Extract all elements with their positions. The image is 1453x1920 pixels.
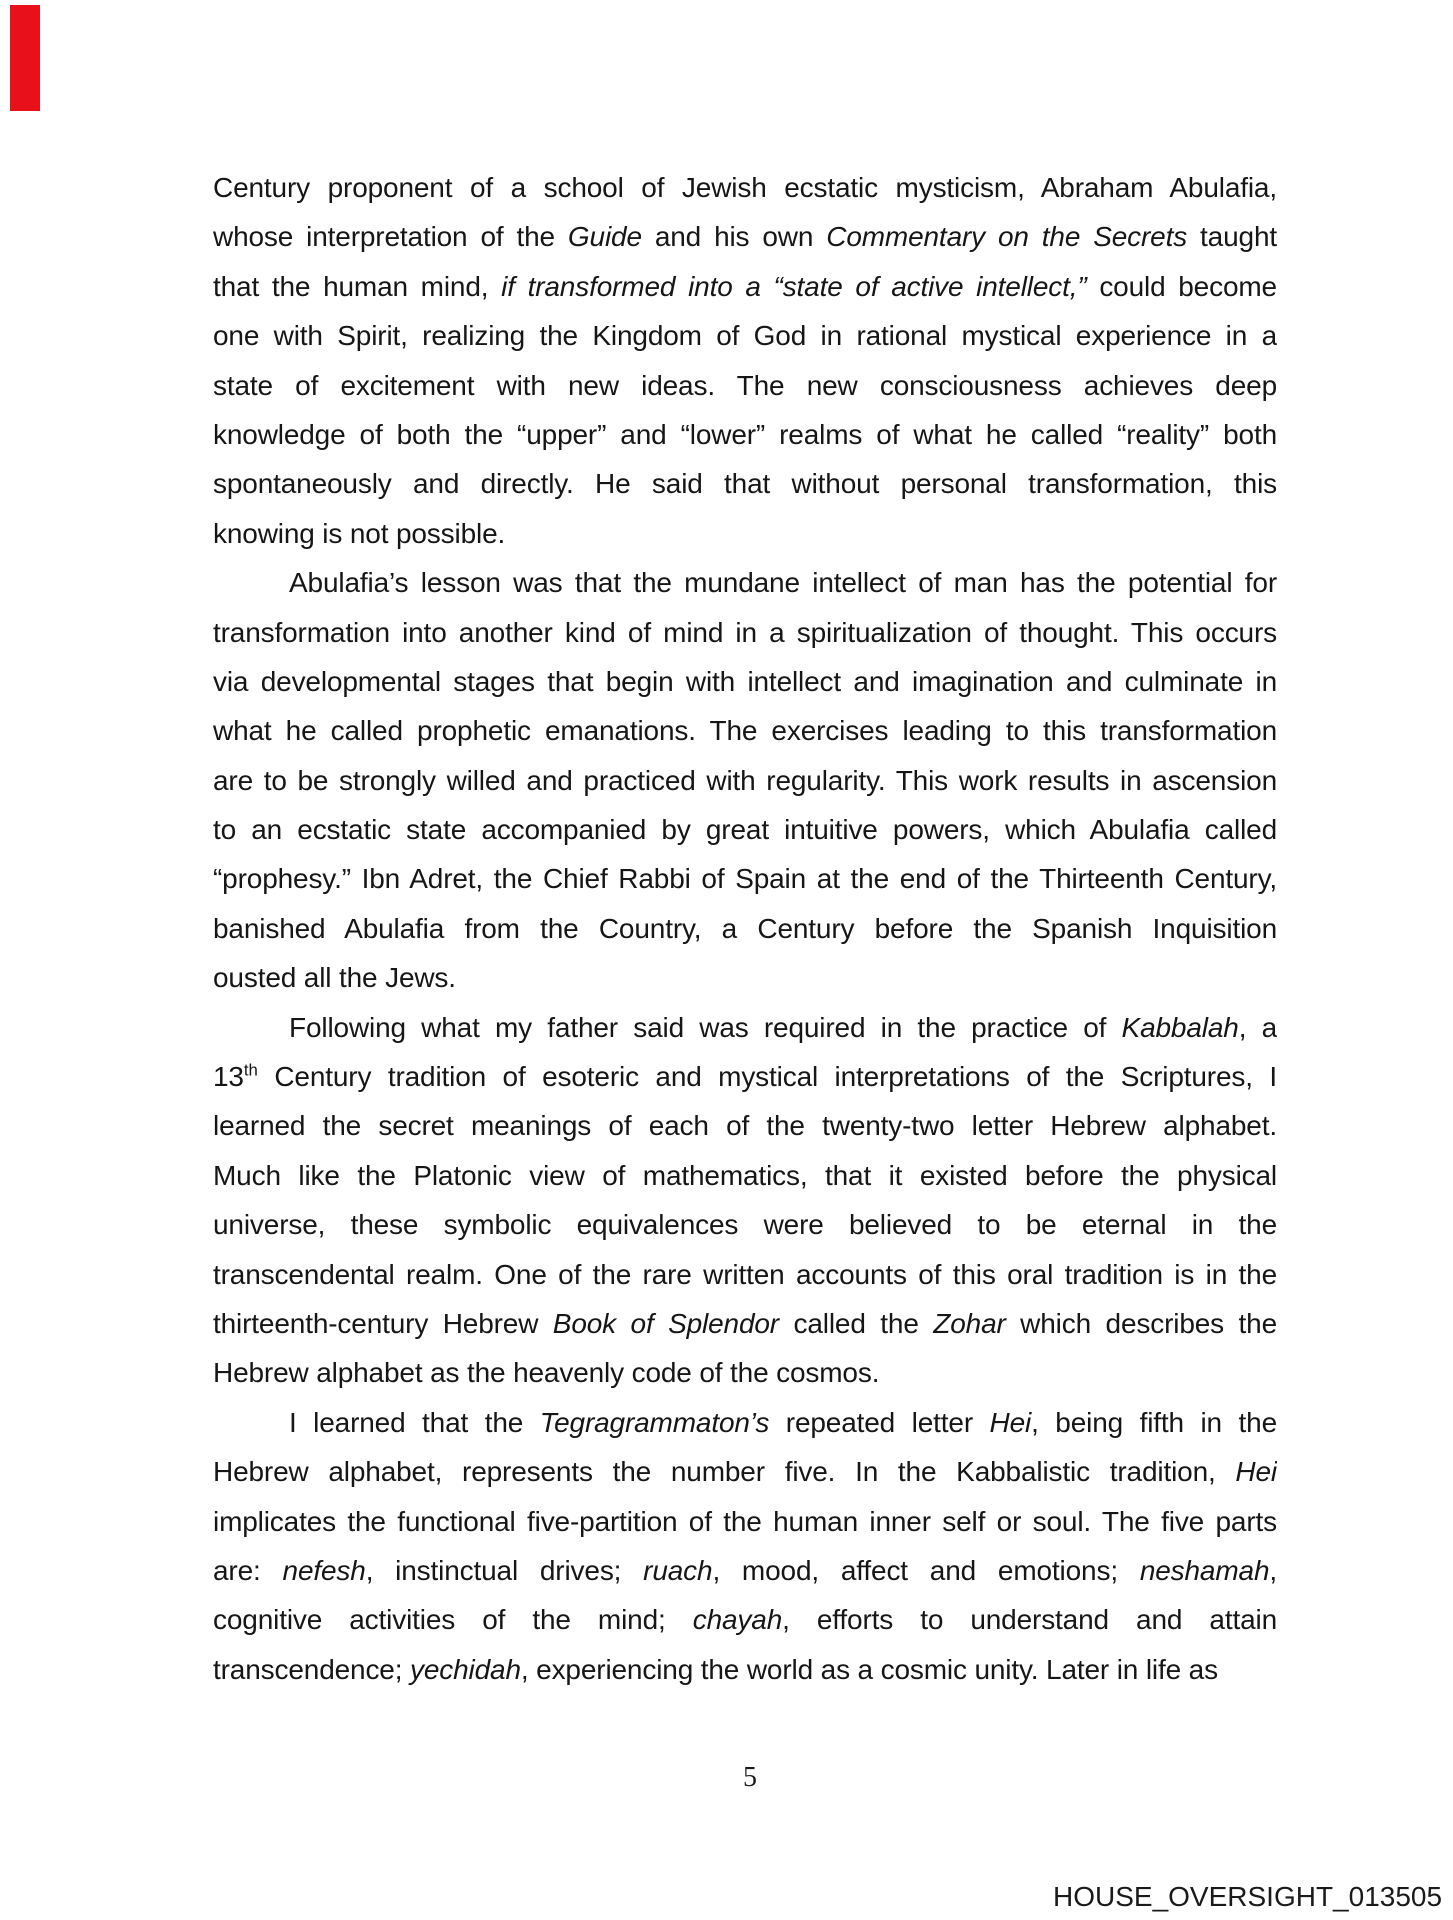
text-line: transcendence; yechidah, experiencing the world as a cosmic unity. Later in life as <box>213 1653 1218 1685</box>
text-line: are: nefesh, instinctual drives; ruach, mood, affect and emotions; neshamah, <box>213 1554 1277 1586</box>
text-line: that the human mind, if transformed into a “state of active intellect,” could become <box>213 270 1277 302</box>
document-body <box>213 163 1277 1694</box>
text-line: 13th Century tradition of esoteric and mystical interpretations of the Scriptures, I <box>213 1060 1277 1093</box>
text-line: thirteenth-century Hebrew Book of Splendor called the Zohar which describes the <box>213 1307 1277 1339</box>
text-line: implicates the functional five-partition of the human inner self or soul. The five parts <box>213 1505 1277 1537</box>
text-line: I learned that the Tegragrammaton’s repeated letter Hei, being fifth in the <box>289 1406 1277 1438</box>
text-line: knowledge of both the “upper” and “lower” realms of what he called “reality” both <box>213 418 1277 450</box>
text-line: knowing is not possible. <box>213 517 506 549</box>
text-line: whose interpretation of the Guide and his own Commentary on the Secrets taught <box>213 221 1277 253</box>
text-line: transformation into another kind of mind in a spiritualization of thought. This occurs <box>213 616 1277 648</box>
text-line: ousted all the Jews. <box>213 962 456 994</box>
text-line: banished Abulafia from the Country, a Century before the Spanish Inquisition <box>213 912 1277 944</box>
text-line: Century proponent of a school of Jewish ecstatic mysticism, Abraham Abulafia, <box>213 172 1277 203</box>
text-line: spontaneously and directly. He said that without personal transformation, this <box>213 468 1277 500</box>
text-line: Hebrew alphabet, represents the number five. In the Kabbalistic tradition, Hei <box>213 1456 1277 1488</box>
red-tab-marker <box>10 5 40 111</box>
text-line: Abulafia’s lesson was that the mundane intellect of man has the potential for <box>289 567 1277 599</box>
text-line: learned the secret meanings of each of the twenty-two letter Hebrew alphabet. <box>213 1110 1277 1142</box>
text-line: are to be strongly willed and practiced with regularity. This work results in ascension <box>213 764 1277 796</box>
text-line: cognitive activities of the mind; chayah, efforts to understand and attain <box>213 1604 1277 1636</box>
bates-stamp: HOUSE_OVERSIGHT_013505 <box>1053 1881 1443 1912</box>
text-line: to an ecstatic state accompanied by great intuitive powers, which Abulafia called <box>213 814 1277 846</box>
text-line: state of excitement with new ideas. The new consciousness achieves deep <box>213 369 1277 401</box>
text-line: universe, these symbolic equivalences were believed to be eternal in the <box>213 1209 1277 1241</box>
page-number: 5 <box>743 1762 757 1793</box>
text-line: Following what my father said was required in the practice of Kabbalah, a <box>289 1011 1277 1043</box>
text-line: via developmental stages that begin with intellect and imagination and culminate in <box>213 665 1277 697</box>
text-line: “prophesy.” Ibn Adret, the Chief Rabbi of Spain at the end of the Thirteenth Century, <box>213 863 1277 895</box>
text-line: what he called prophetic emanations. The exercises leading to this transformation <box>213 715 1277 747</box>
text-line: transcendental realm. One of the rare written accounts of this oral tradition is in the <box>213 1258 1277 1290</box>
text-line: Hebrew alphabet as the heavenly code of the cosmos. <box>213 1357 880 1389</box>
text-line: Much like the Platonic view of mathematics, that it existed before the physical <box>213 1159 1277 1191</box>
text-line: one with Spirit, realizing the Kingdom of God in rational mystical experience in a <box>213 320 1277 352</box>
